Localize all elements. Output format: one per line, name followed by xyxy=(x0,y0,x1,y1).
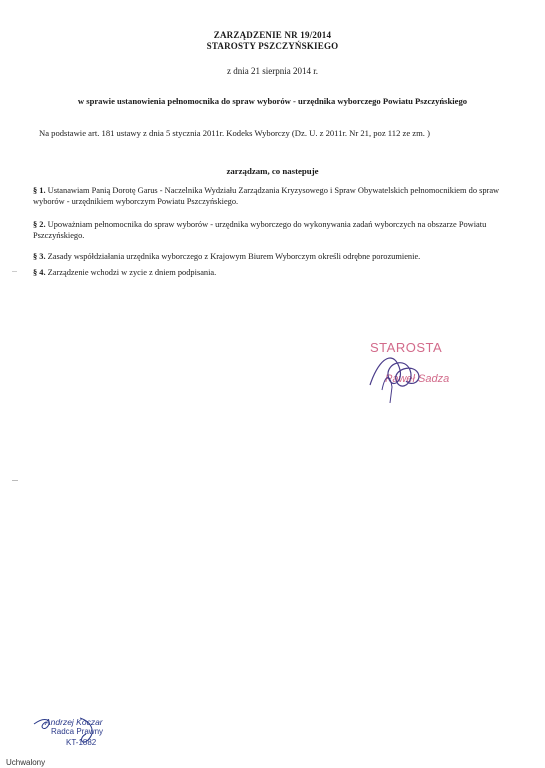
paragraph-text: Ustanawiam Panią Dorotę Garus - Naczelnika Wydziału Zarządzania Kryzysowego i Spraw Obywatelskich pełnomocnikiem do spraw wyborów - urzędnikiem wyborczym Powiatu Pszczyńskiego. xyxy=(33,186,500,206)
legal-basis: Na podstawie art. 181 ustawy z dnia 5 stycznia 2011r. Kodeks Wyborczy (Dz. U. z 2011r. Nr 21, poz 112 ze zm. ) xyxy=(39,128,430,138)
legal-counsel-role: Radca Prawny xyxy=(51,727,104,736)
stamp-title: STAROSTA xyxy=(370,340,443,355)
document-title: ZARZĄDZENIE NR 19/2014 xyxy=(213,30,332,40)
footer-note: Uchwalony xyxy=(6,758,46,767)
paragraph-2 xyxy=(33,219,515,241)
paragraph-text: Upoważniam pełnomocnika do spraw wyborów - urzędnika wyborczego do wykonywania zadań wyborczych na obszarze Powiatu Pszczyńskiego. xyxy=(33,220,487,240)
document-date: z dnia 21 sierpnia 2014 r. xyxy=(227,66,318,76)
paragraph-4 xyxy=(33,267,515,278)
paragraph-number: § 4. xyxy=(33,268,46,277)
paragraph-1 xyxy=(33,185,515,207)
scan-mark xyxy=(12,480,18,485)
scan-mark xyxy=(12,271,17,276)
signature-starosta xyxy=(360,345,430,405)
paragraph-number: § 3. xyxy=(33,252,46,261)
paragraph-3 xyxy=(33,251,515,262)
legal-counsel-name: Andrzej Koczar xyxy=(45,717,103,727)
paragraph-number: § 2. xyxy=(33,220,46,229)
stamp-name: Paweł Sadza xyxy=(385,373,450,385)
decree-label: zarządzam, co nastepuje xyxy=(226,166,319,176)
paragraph-text: Zasady współdziałania urzędnika wyborczego z Krajowym Biurem Wyborczym określi odrębne porozumienie. xyxy=(45,252,421,261)
document-subject: w sprawie ustanowienia pełnomocnika do spraw wyborów - urzędnika wyborczego Powiatu Pszczyńskiego xyxy=(77,96,468,106)
paragraph-text: Zarządzenie wchodzi w zycie z dniem podpisania. xyxy=(45,268,217,277)
legal-counsel-id: KT-1882 xyxy=(66,738,97,747)
document-issuer: STAROSTY PSZCZYŃSKIEGO xyxy=(206,41,339,51)
paragraph-number: § 1. xyxy=(33,186,46,195)
